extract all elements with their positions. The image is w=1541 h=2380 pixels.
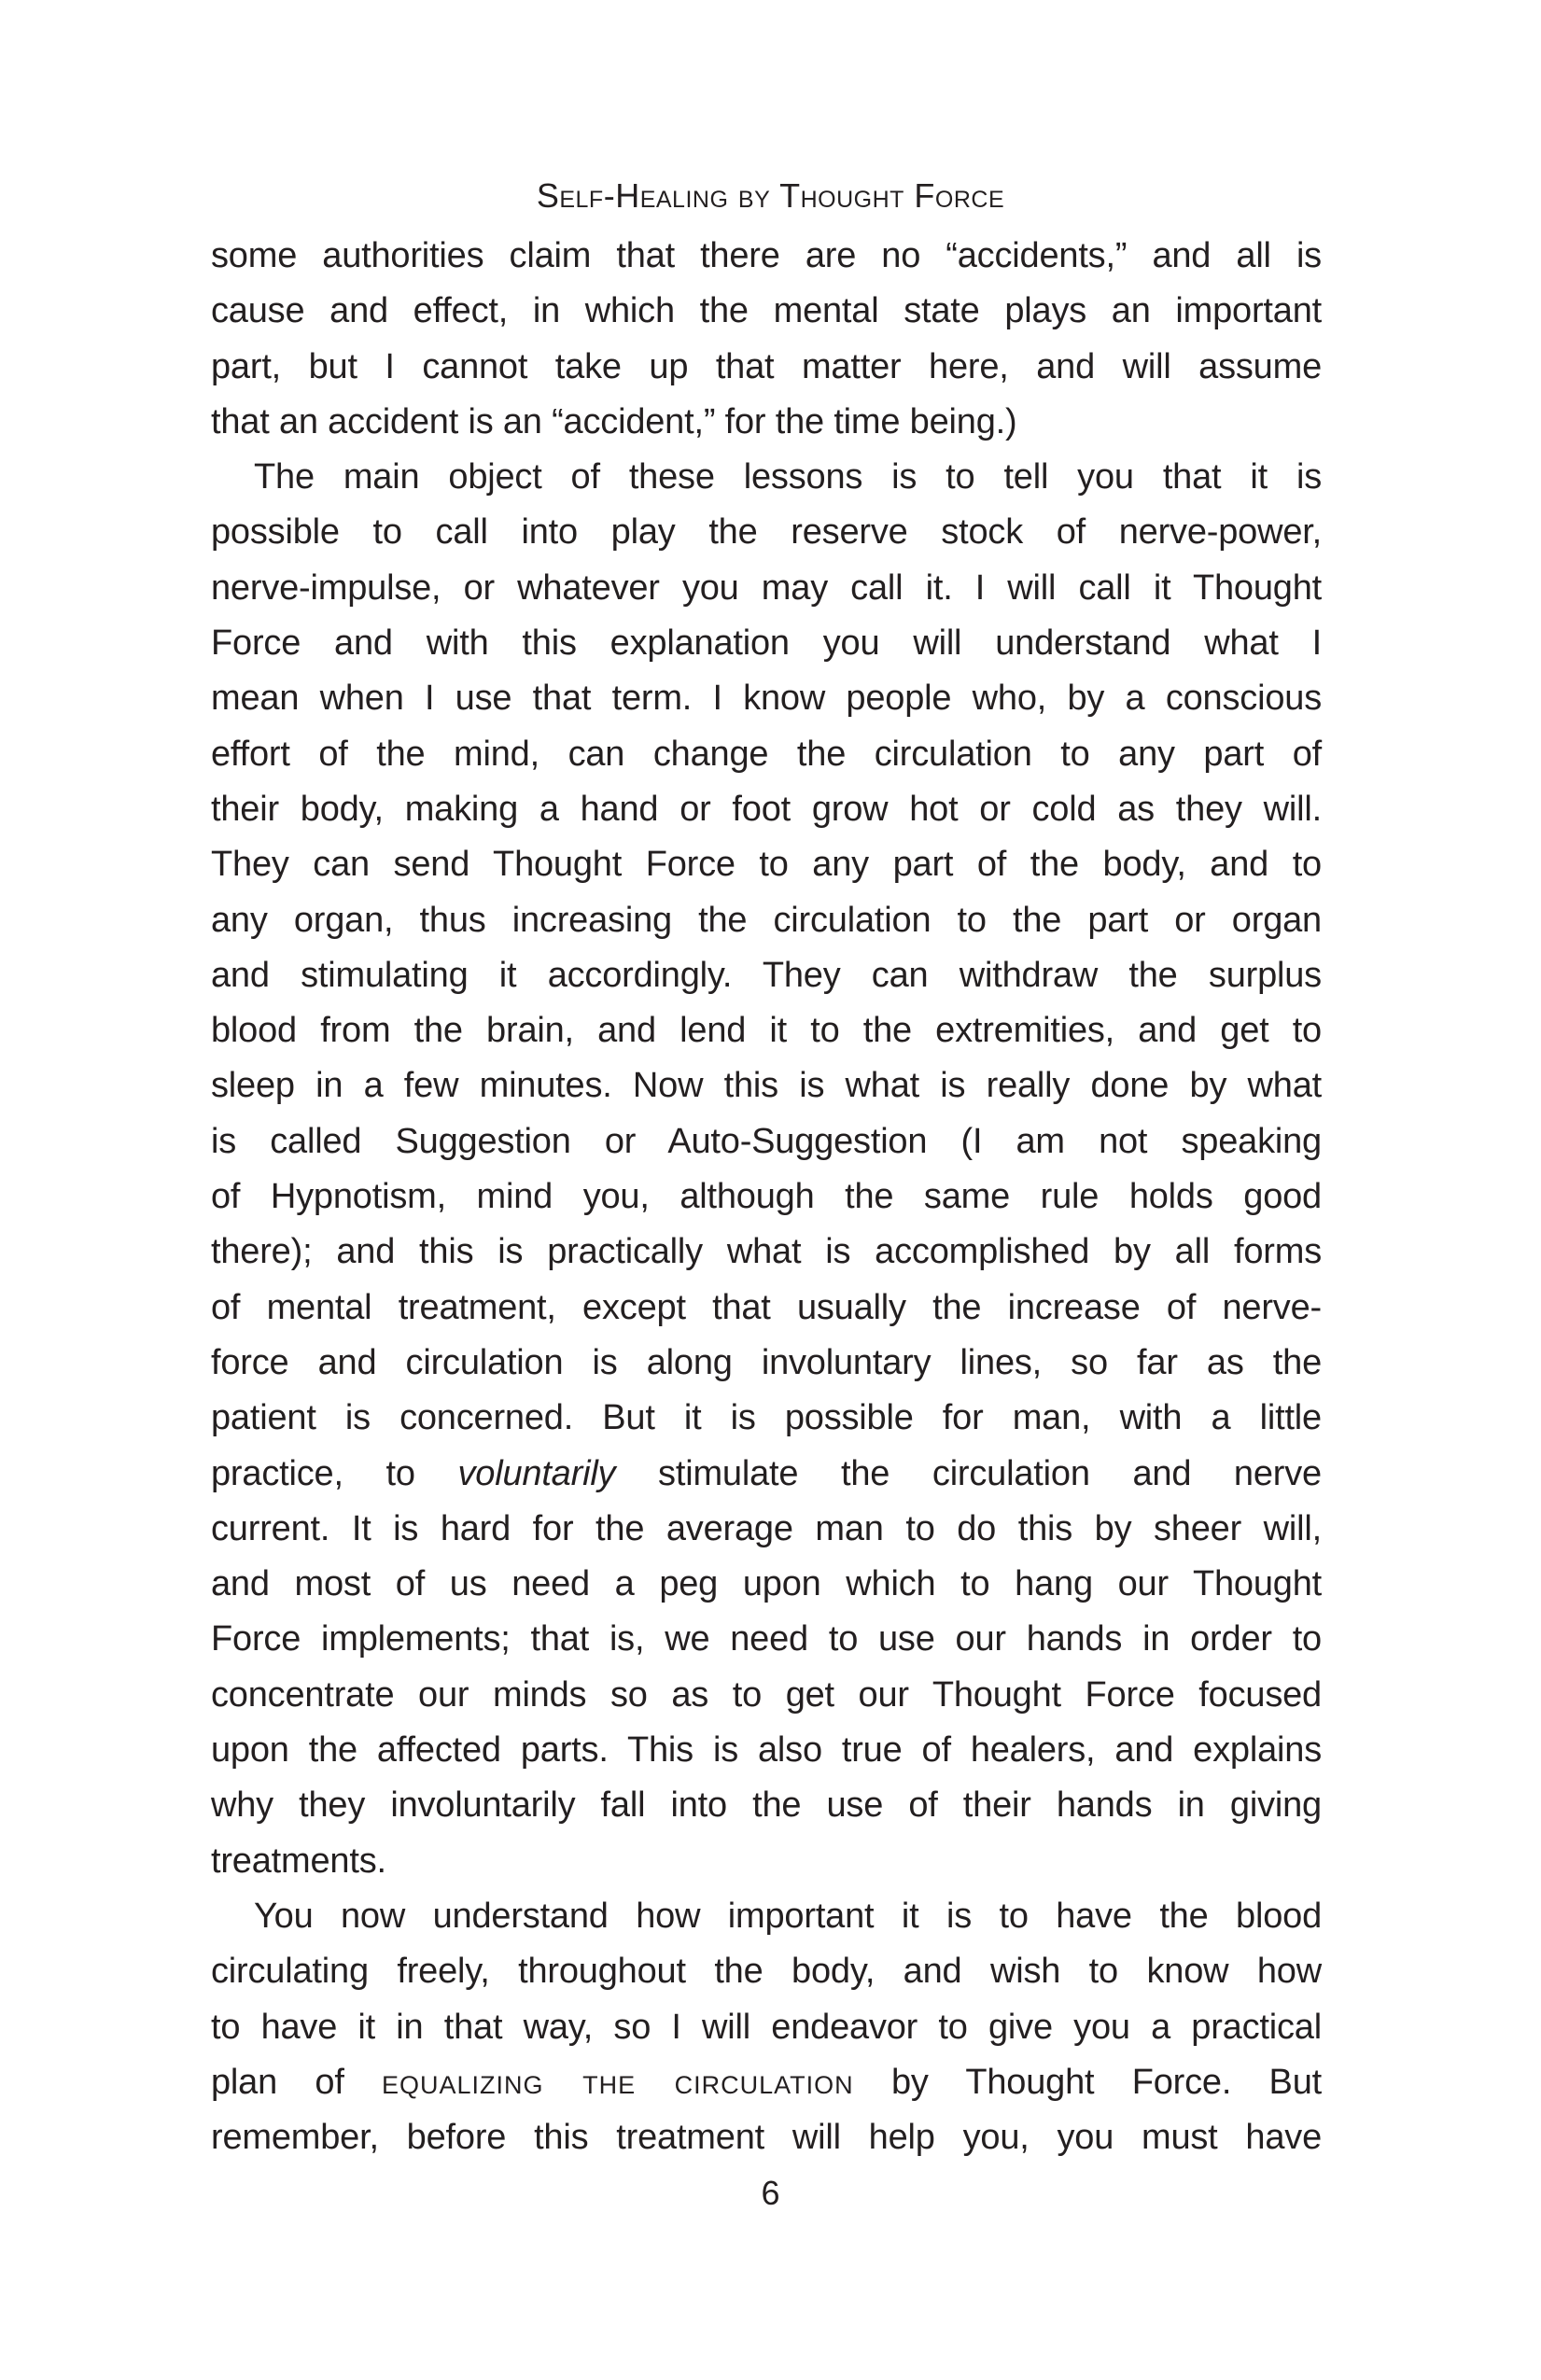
small-caps-text: equalizing the circulation xyxy=(382,2062,854,2102)
text-line xyxy=(211,893,1322,948)
text-line xyxy=(211,1281,1322,1336)
text-span: why they involuntarily fall into the use of their hands in giving xyxy=(211,1785,1322,1826)
text-line xyxy=(211,1114,1322,1169)
text-line xyxy=(211,727,1322,782)
text-line xyxy=(211,561,1322,616)
text-span: force and circulation is along involuntary lines, so far as the xyxy=(211,1342,1322,1382)
text-line xyxy=(211,229,1322,284)
text-span: patient is concerned. But it is possible for man, with a little xyxy=(211,1398,1322,1438)
text-span: mean when I use that term. I know people who, by a conscious xyxy=(211,679,1322,719)
text-span: You now understand how important it is to have the blood xyxy=(254,1896,1322,1936)
text-line xyxy=(211,1058,1322,1113)
text-line xyxy=(211,505,1322,560)
text-span: that an accident is an “accident,” for the time being.) xyxy=(211,401,1017,441)
text-span: part, but I cannot take up that matter here, and will assume xyxy=(211,346,1322,386)
text-span: Force and with this explanation you will understand what I xyxy=(211,623,1322,664)
text-line xyxy=(211,782,1322,837)
text-line xyxy=(211,948,1322,1003)
text-line xyxy=(211,1778,1322,1833)
text-line xyxy=(211,1447,1322,1502)
text-span: circulating freely, throughout the body, and wish to know how xyxy=(211,1952,1322,1992)
text-span: remember, before this treatment will help you, you must have xyxy=(211,2118,1322,2158)
text-span: some authorities claim that there are no “accidents,” and all is xyxy=(211,236,1322,275)
text-line xyxy=(211,1502,1322,1557)
text-span: effort of the mind, can change the circulation to any part of xyxy=(211,734,1322,774)
text-span: Force implements; that is, we need to use our hands in order to xyxy=(211,1619,1322,1659)
text-span: plan of xyxy=(211,2062,383,2102)
text-line xyxy=(211,1003,1322,1058)
text-span: of mental treatment, except that usually the increase of nerve- xyxy=(211,1287,1322,1327)
text-span: concentrate our minds so as to get our Thought Force focused xyxy=(211,1674,1322,1715)
text-line xyxy=(211,1889,1322,1944)
text-span: blood from the brain, and lend it to the extremities, and get to xyxy=(211,1011,1322,1051)
text-span: and most of us need a peg upon which to hang our Thought xyxy=(211,1564,1322,1604)
text-line xyxy=(211,2055,1322,2110)
text-line xyxy=(211,2110,1322,2165)
text-line xyxy=(211,1225,1322,1280)
text-span: there); and this is practically what is accomplished by all forms xyxy=(211,1232,1322,1272)
text-span: stimulate the circulation and nerve xyxy=(615,1453,1322,1493)
text-line xyxy=(211,837,1322,892)
text-span: They can send Thought Force to any part of the body, and to xyxy=(211,845,1322,885)
text-line xyxy=(211,1336,1322,1391)
text-line xyxy=(211,1944,1322,1999)
text-span: nerve-impulse, or whatever you may call it. I will call it Thought xyxy=(211,567,1322,608)
text-span: The main object of these lessons is to tell you that it is xyxy=(254,457,1322,497)
text-line xyxy=(211,1391,1322,1446)
text-span: practice, to xyxy=(211,1453,458,1493)
text-span: cause and effect, in which the mental state plays an important xyxy=(211,291,1322,331)
text-line xyxy=(211,2000,1322,2055)
text-span: by Thought Force. But xyxy=(853,2062,1322,2102)
text-line xyxy=(211,1834,1322,1889)
text-span: any organ, thus increasing the circulation to the part or organ xyxy=(211,900,1322,940)
text-span: current. It is hard for the average man to do this by sheer will, xyxy=(211,1508,1322,1548)
text-span: to have it in that way, so I will endeavor to give you a practical xyxy=(211,2007,1322,2047)
text-line xyxy=(211,1557,1322,1612)
text-span: upon the affected parts. This is also true of healers, and explains xyxy=(211,1730,1322,1771)
text-line xyxy=(211,671,1322,726)
text-span: sleep in a few minutes. Now this is what is really done by what xyxy=(211,1066,1322,1106)
text-line xyxy=(211,450,1322,505)
text-line xyxy=(211,284,1322,339)
page-number: 6 xyxy=(761,2174,780,2212)
text-span: of Hypnotism, mind you, although the same rule holds good xyxy=(211,1177,1322,1217)
text-span: is called Suggestion or Auto-Suggestion (I am not speaking xyxy=(211,1121,1322,1161)
text-span: possible to call into play the reserve stock of nerve-power, xyxy=(211,512,1322,553)
text-line xyxy=(211,1169,1322,1225)
text-line xyxy=(211,1668,1322,1723)
text-line xyxy=(211,340,1322,395)
italic-text: voluntarily xyxy=(457,1453,616,1493)
text-span: treatments. xyxy=(211,1841,386,1881)
text-line xyxy=(211,1612,1322,1667)
text-span: and stimulating it accordingly. They can withdraw the surplus xyxy=(211,955,1322,995)
text-line xyxy=(211,395,1322,450)
text-line xyxy=(211,1723,1322,1778)
text-span: their body, making a hand or foot grow hot or cold as they will. xyxy=(211,789,1322,829)
text-line xyxy=(211,616,1322,671)
body-text xyxy=(211,229,1322,2165)
running-head: Self-Healing by Thought Force xyxy=(536,176,1005,215)
